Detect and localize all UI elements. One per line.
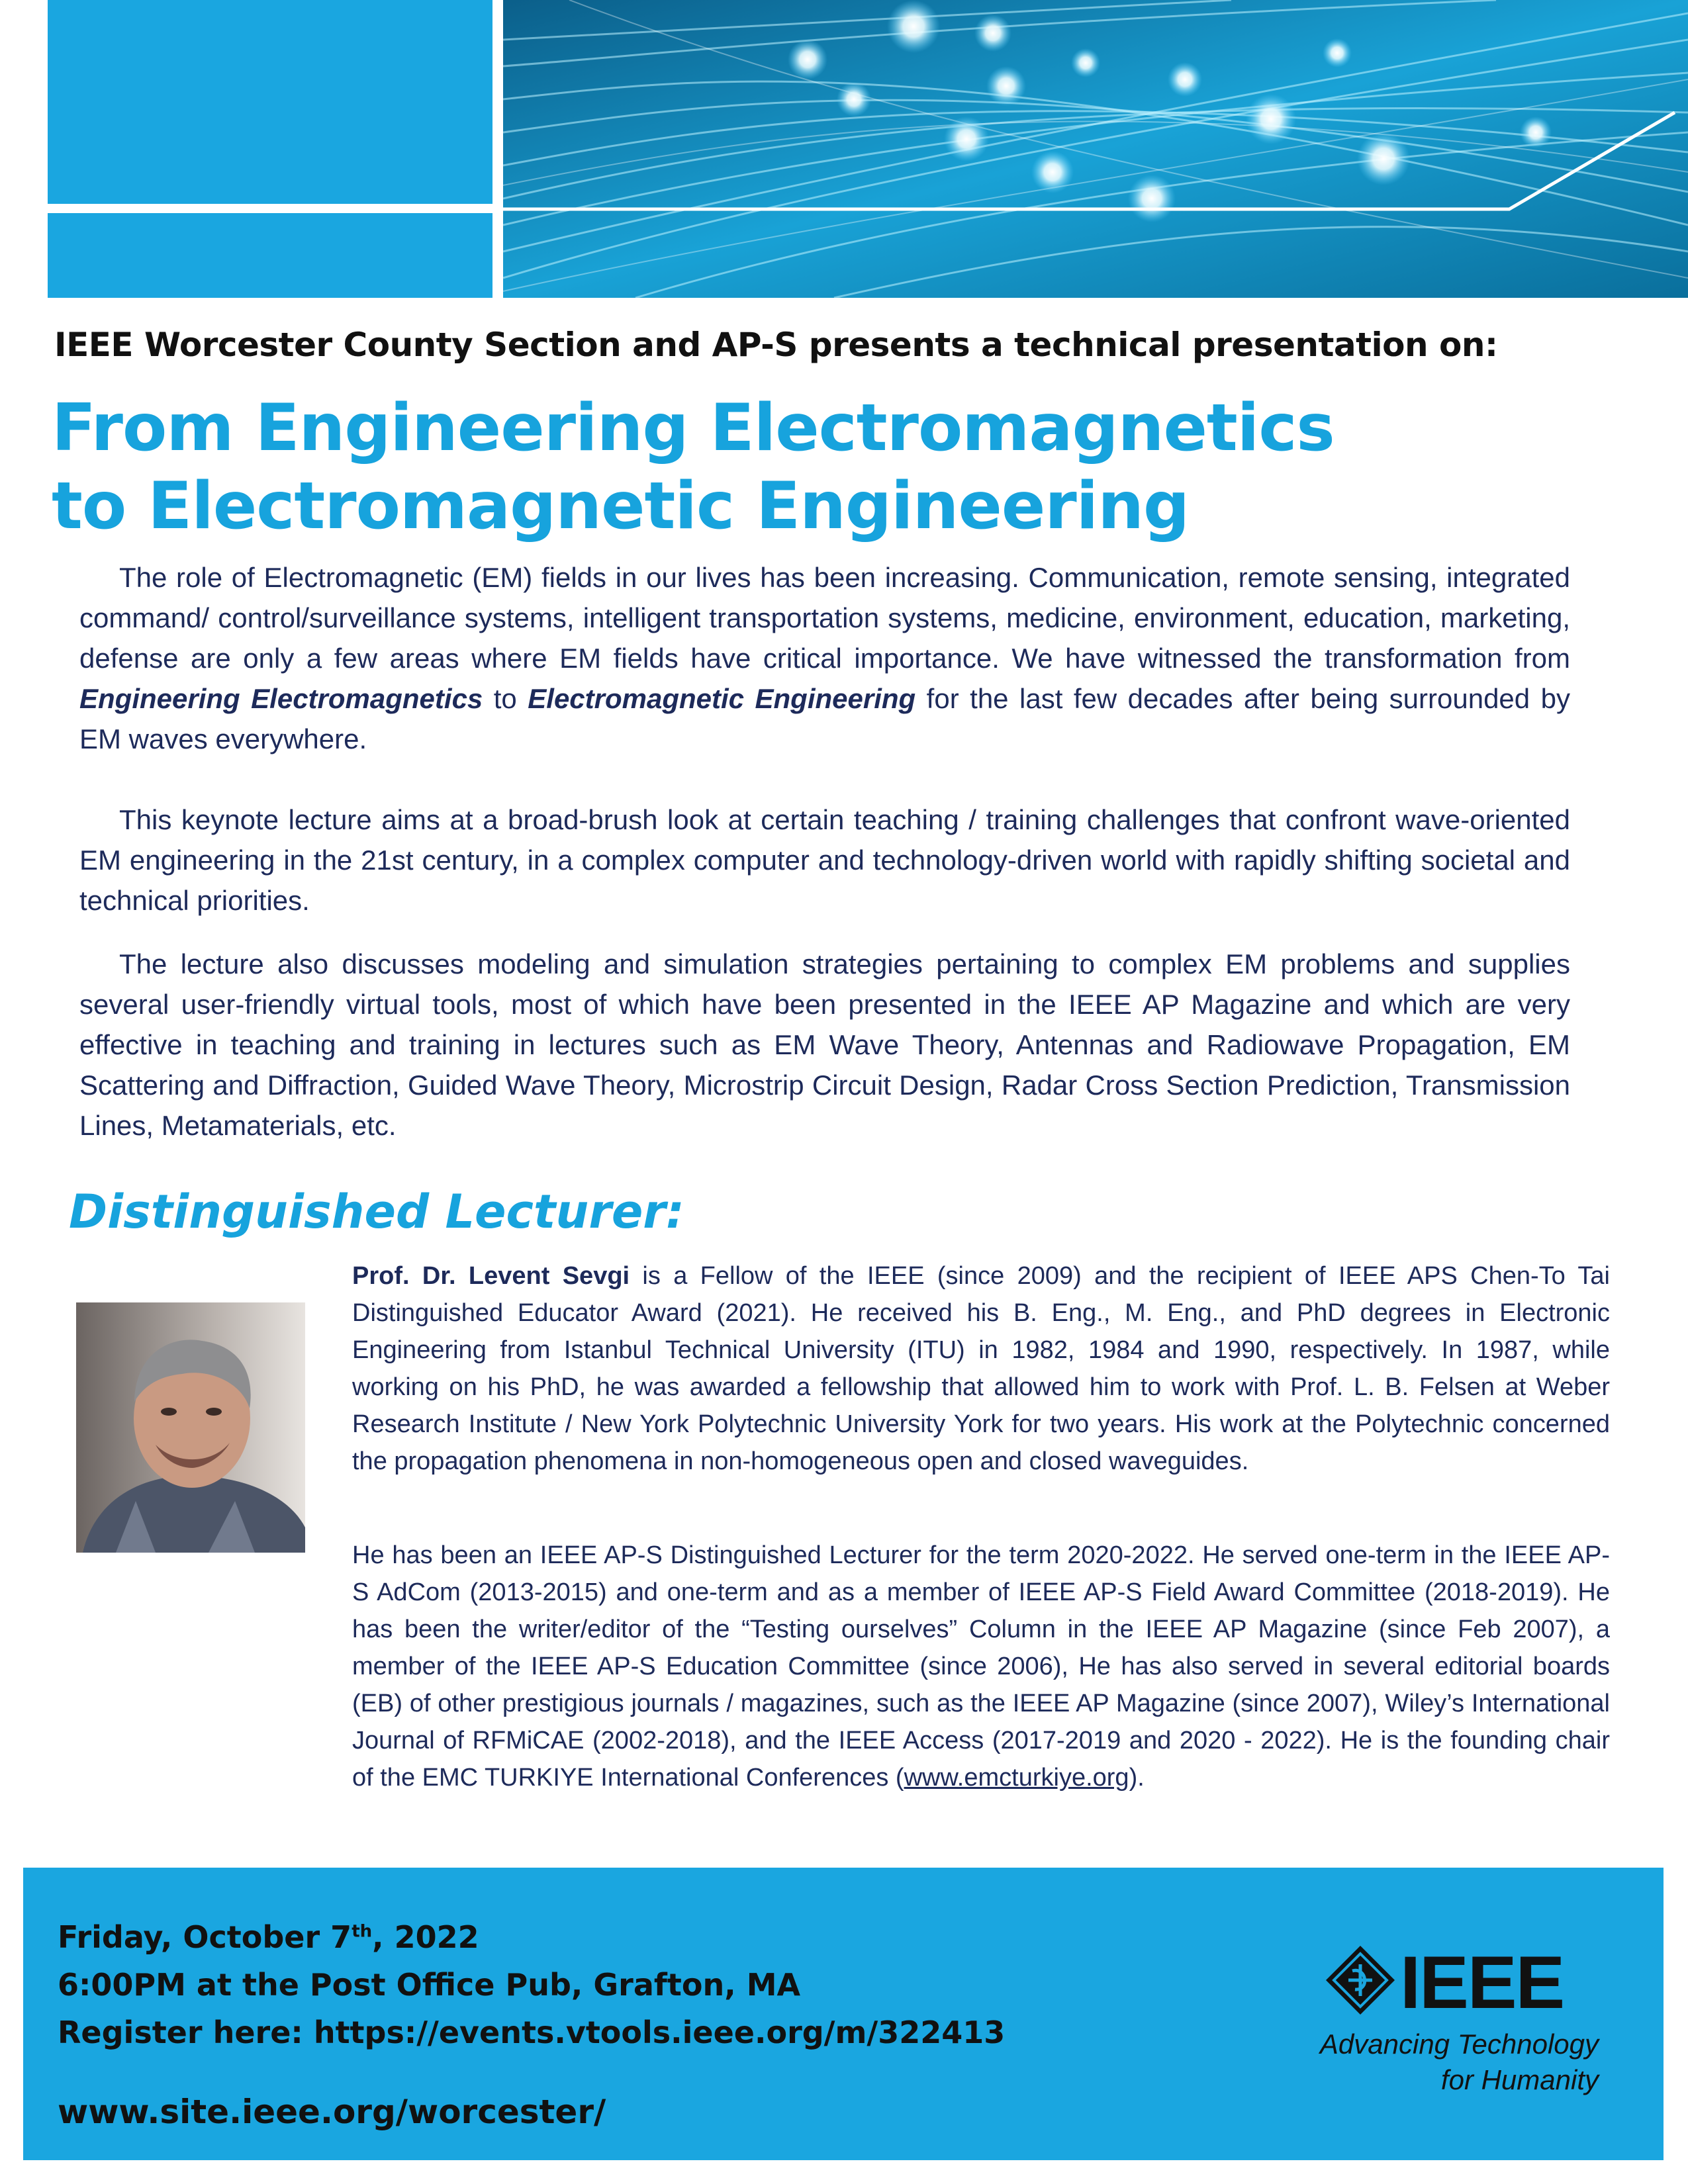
abstract-p1-emphasis-1: Engineering Electromagnetics <box>79 683 483 714</box>
abstract-p1-emphasis-2: Electromagnetic Engineering <box>528 683 916 714</box>
lecturer-name: Prof. Dr. Levent Sevgi <box>352 1262 630 1290</box>
event-date-year: , 2022 <box>372 1919 479 1955</box>
emcturkiye-link[interactable]: www.emcturkiye.org <box>904 1764 1129 1792</box>
lecturer-bio-p2 <box>352 1537 1610 1796</box>
lecturer-bio-text-end: ). <box>1129 1764 1145 1792</box>
lecturer-heading: Distinguished Lecturer: <box>69 1185 684 1239</box>
presents-line: IEEE Worcester County Section and AP-S presents a technical presentation on: <box>54 326 1498 364</box>
header-block-bottom <box>48 213 492 298</box>
event-footer <box>23 1868 1664 2160</box>
abstract-p1-text-a: The role of Electromagnetic (EM) fields in our lives has been increasing. Communication, remote sensing, integrated command/ control/surveillance systems, intelligent transportation systems, medicine, environment, education, marketing, defense are only a few areas where EM fields have critical importance. We have witnessed the transformation from <box>79 562 1570 674</box>
lecturer-bio-text-2: He has been an IEEE AP-S Distinguished Lecturer for the term 2020-2022. He served one-term in the IEEE AP-S AdCom (2013-2015) and one-term and as a member of IEEE AP-S Field Award Committee (2018-2019). He has been the writer/editor of the “Testing ourselves” Column in the IEEE AP Magazine (since Feb 2007), a member of the IEEE AP-S Education Committee (since 2006), He has also served in several editorial boards (EB) of other prestigious journals / magazines, such as the IEEE AP Magazine (since 2007), Wiley’s International Journal of RFMiCAE (2002-2018), and the IEEE Access (2017-2019 and 2020 - 2022). He is the founding chair of the EMC TURKIYE International Conferences ( <box>352 1541 1610 1792</box>
event-date-suffix: th <box>352 1921 373 1942</box>
page-title <box>52 389 1335 545</box>
title-line-1: From Engineering Electromagnetics <box>52 390 1335 466</box>
abstract-p1-text-c: for the last few decades after being surrounded by EM waves everywhere. <box>79 683 1570 754</box>
ieee-diamond-icon <box>1326 1946 1395 2015</box>
event-date <box>58 1919 479 1955</box>
abstract-p2-text: This keynote lecture aims at a broad-brush look at certain teaching / training challenges that confront wave-oriented EM engineering in the 21st century, in a complex computer and technology-driven world with rapidly shifting societal and technical priorities. <box>79 804 1570 916</box>
lecturer-bio-text-1: is a Fellow of the IEEE (since 2009) and the recipient of IEEE APS Chen-To Tai Distinguished Educator Award (2021). He received his B. Eng., M. Eng., and PhD degrees in Electronic Engineering from Istanbul Technical University (ITU) in 1982, 1984 and 1990, respectively. In 1987, while working on his PhD, he was awarded a fellowship that allowed him to work with Prof. L. B. Felsen at Weber Research Institute / New York Polytechnic University York for two years. His work at the Polytechnic concerned the propagation phenomena in non-homogeneous open and closed waveguides. <box>352 1262 1610 1475</box>
lecturer-bio-p1 <box>352 1257 1610 1480</box>
abstract-p3 <box>79 944 1570 1146</box>
tagline-line-1: Advancing Technology <box>1319 2028 1599 2060</box>
abstract-p2 <box>79 799 1570 921</box>
register-link[interactable]: Register here: https://events.vtools.ieee.org/m/322413 <box>58 2015 1006 2050</box>
event-date-main: Friday, October 7 <box>58 1919 352 1955</box>
abstract-p1 <box>79 557 1570 759</box>
ieee-tagline <box>1307 2026 1599 2098</box>
abstract-p1-text-b: to <box>483 683 528 714</box>
tagline-line-2: for Humanity <box>1440 2064 1599 2095</box>
header-block-top <box>48 0 492 204</box>
abstract-p3-text: The lecture also discusses modeling and simulation strategies pertaining to complex EM problems and supplies several user-friendly virtual tools, most of which have been presented in the IEEE AP Magazine and which are very effective in teaching and training in lectures such as EM Wave Theory, Antennas and Radiowave Propagation, EM Scattering and Diffraction, Guided Wave Theory, Microstrip Circuit Design, Radar Cross Section Prediction, Transmission Lines, Metamaterials, etc. <box>79 948 1570 1141</box>
event-time-place: 6:00PM at the Post Office Pub, Grafton, MA <box>58 1967 801 2003</box>
title-line-2: to Electromagnetic Engineering <box>52 469 1190 544</box>
lecturer-photo <box>76 1302 305 1553</box>
section-website-link[interactable]: www.site.ieee.org/worcester/ <box>58 2093 606 2131</box>
ieee-logo-text: IEEE <box>1400 1941 1564 2024</box>
fiber-optic-banner-image <box>503 0 1688 298</box>
